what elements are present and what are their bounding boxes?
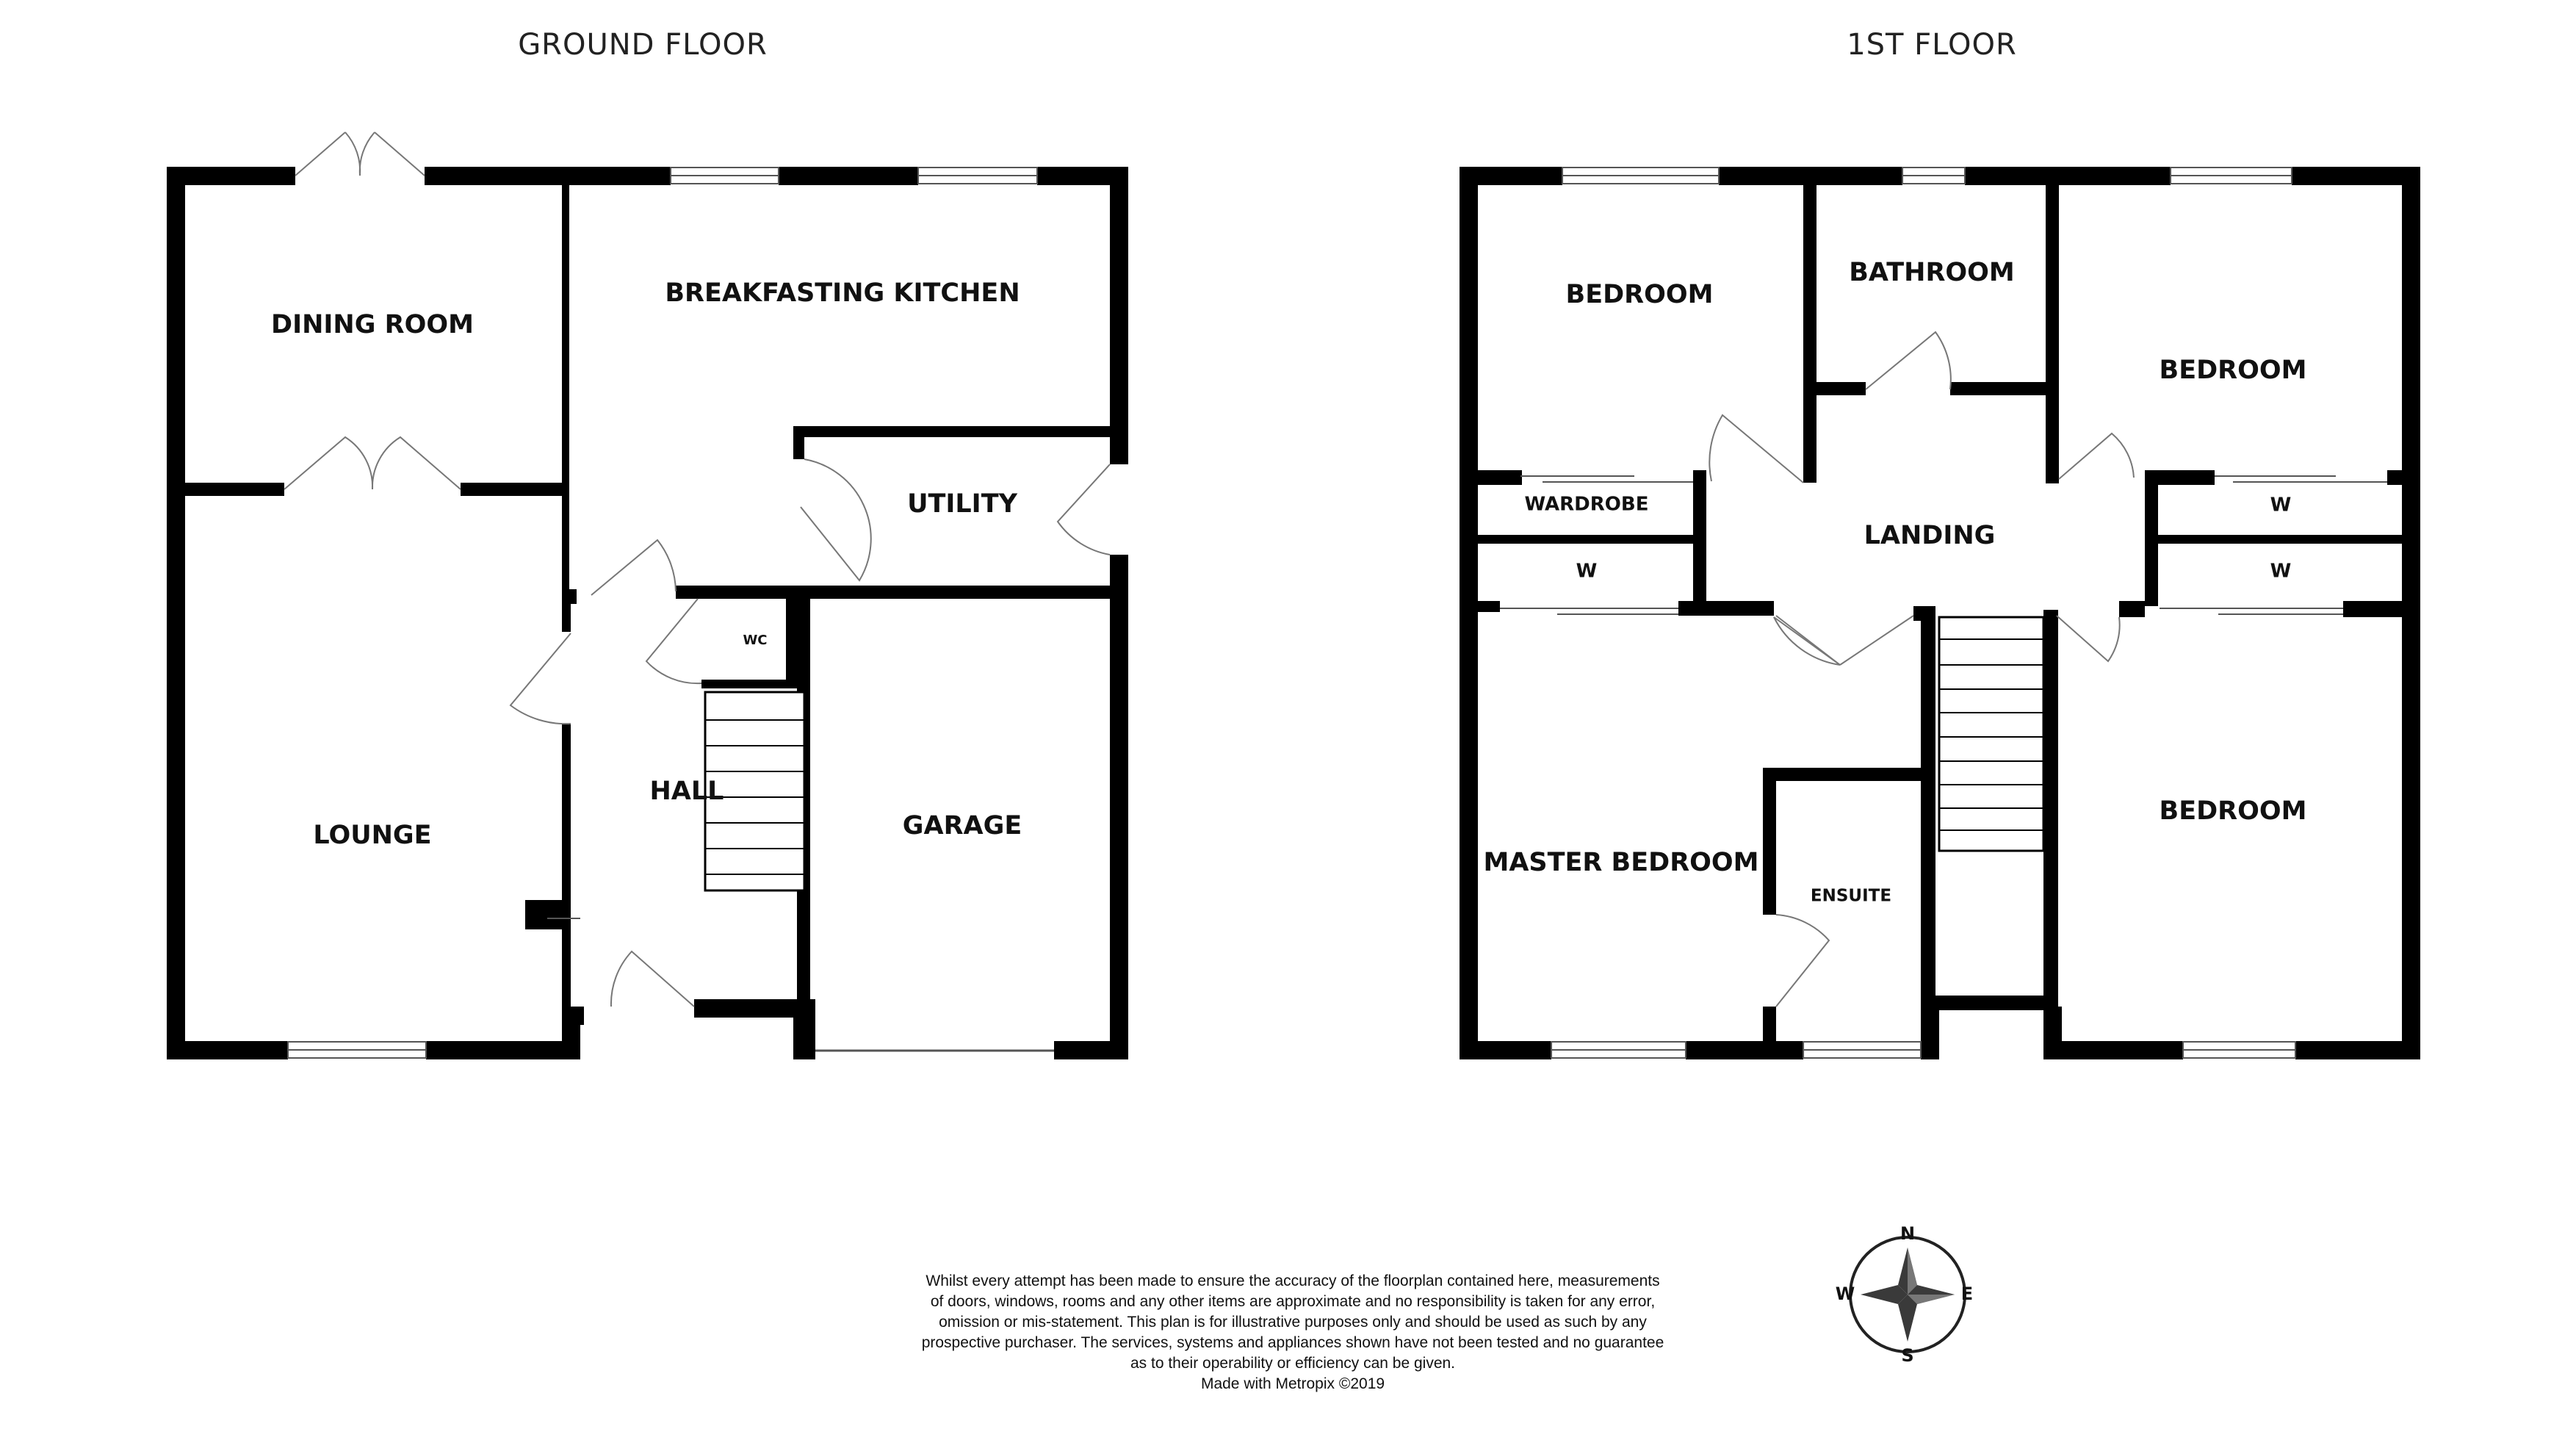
compass-east-label: E [1960, 1284, 1974, 1304]
compass-south-label: S [1901, 1345, 1914, 1366]
disclaimer-text [845, 1271, 1741, 1394]
wall-utility-north [793, 426, 1128, 437]
wall-ensuite-east [1921, 606, 1935, 1007]
french-door-left [295, 132, 360, 176]
bathroom-door [1866, 332, 1951, 389]
wall-north-1 [167, 167, 295, 185]
room-label-garage: GARAGE [902, 811, 1022, 841]
room-label-dining-room: DINING ROOM [271, 310, 474, 339]
wall-dining-lounge-2 [461, 483, 569, 496]
room-label-bedroom-ne: BEDROOM [2159, 356, 2307, 385]
first-floor-plan [1460, 167, 2420, 1059]
wall-wc-south [701, 680, 797, 688]
bedroom-se-door [2057, 616, 2120, 661]
disclaimer-line: of doors, windows, rooms and any other items are approximate and no responsibility is taken for any error, [930, 1293, 1656, 1310]
room-label-master-bedroom: MASTER BEDROOM [1483, 848, 1759, 877]
wall-south-4 [562, 1007, 584, 1025]
room-label-bathroom: BATHROOM [1849, 258, 2015, 287]
compass-west-label: W [1835, 1284, 1855, 1304]
wall-south-1 [167, 1041, 288, 1059]
wall-east-2 [1110, 555, 1128, 1059]
wall-bed-bath [1803, 185, 1816, 483]
room-label-utility: UTILITY [907, 489, 1017, 519]
front-door [611, 951, 694, 1007]
wall-ensuite-north [1763, 768, 1935, 781]
disclaimer-line: omission or mis-statement. This plan is for illustrative purposes only and should be used as such by any [939, 1314, 1647, 1331]
wall-utility-south [676, 586, 1128, 599]
room-label-breakfasting-kitchen: BREAKFASTING KITCHEN [665, 278, 1020, 308]
room-label-hall: HALL [649, 777, 724, 806]
wall-stairs-east [2043, 610, 2058, 999]
ground-floor-plan [167, 132, 1128, 1059]
wc-door [646, 599, 701, 683]
ground-floor-title: GROUND FLOOR [518, 28, 768, 62]
room-label-bedroom-se: BEDROOM [2159, 796, 2307, 826]
room-label-bedroom-nw: BEDROOM [1565, 280, 1714, 309]
dining-door-left [284, 437, 372, 489]
dining-door-right [372, 437, 461, 489]
bedroom-ne-door [2059, 433, 2134, 479]
first-floor-title: 1ST FLOOR [1847, 28, 2017, 62]
wall-east-1 [1110, 167, 1128, 464]
french-door-right [360, 132, 425, 176]
wall-hall-south [694, 999, 804, 1018]
wall-dining-lounge-1 [185, 483, 284, 496]
kitchen-door [591, 540, 676, 595]
room-label-wardrobe: WARDROBE [1524, 493, 1649, 516]
compass-rose-icon [1836, 1223, 1973, 1366]
room-label-wc: WC [743, 633, 768, 648]
wall-lounge-hall [562, 724, 571, 1007]
bedroom-nw-door [1709, 415, 1803, 483]
wall-bath-bed [2046, 185, 2059, 479]
wall-west-1f [1460, 167, 1478, 1059]
lounge-door [510, 633, 571, 724]
wall-garage-se [1054, 1041, 1128, 1059]
wall-east-1f [2402, 167, 2420, 1059]
compass-north-label: N [1899, 1223, 1916, 1244]
room-label-w-right-top: W [2270, 494, 2292, 516]
room-label-ensuite: ENSUITE [1810, 886, 1892, 906]
utility-door [801, 459, 871, 580]
utility-external-door [1058, 464, 1110, 555]
wall-south-2 [426, 1041, 580, 1059]
wall-north-2 [425, 167, 671, 185]
room-label-w-left: W [1576, 560, 1598, 583]
disclaimer-line: Whilst every attempt has been made to ensure the accuracy of the floorplan contained here, measurements [926, 1273, 1660, 1289]
room-label-lounge: LOUNGE [313, 821, 432, 850]
wall-west [167, 167, 185, 1059]
disclaimer-credit: Made with Metropix ©2019 [1200, 1375, 1385, 1392]
disclaimer-line: prospective purchaser. The services, systems and appliances shown have not been tested and no guarantee [921, 1334, 1664, 1351]
wall-dining-kitchen [562, 185, 569, 589]
wall-garage-sw [793, 999, 815, 1059]
ensuite-door [1776, 915, 1829, 1007]
room-label-w-right-bottom: W [2270, 560, 2292, 583]
disclaimer-line: as to their operability or efficiency can be given. [1130, 1355, 1456, 1372]
first-stairs [1939, 617, 2043, 851]
room-label-landing: LANDING [1864, 521, 1996, 550]
wall-lounge-nib [525, 900, 562, 929]
wall-north-3 [779, 167, 918, 185]
